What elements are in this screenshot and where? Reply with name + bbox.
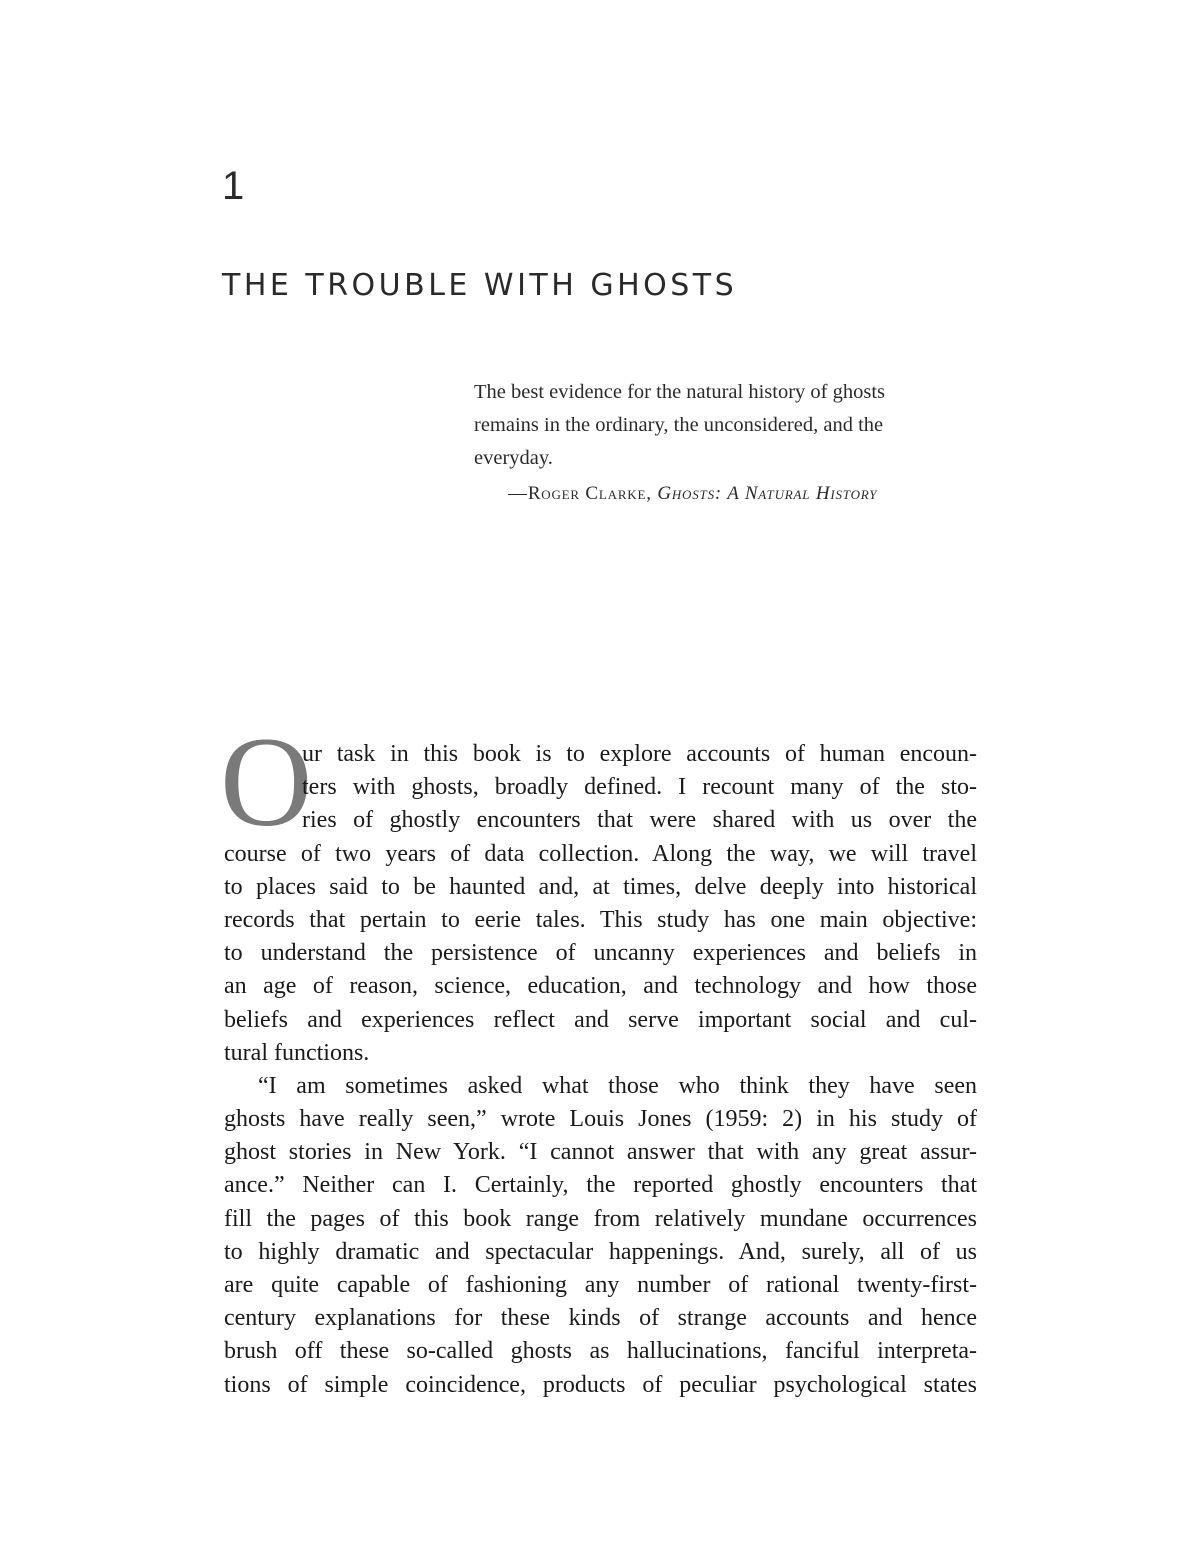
text-line: fill the pages of this book range from relatively mundane occurrences: [224, 1205, 977, 1232]
text-line: course of two years of data collection. Along the way, we will travel: [224, 840, 977, 867]
text-line: ries of ghostly encounters that were shared with us over the: [302, 807, 977, 834]
text-line: tions of simple coincidence, products of peculiar psychological states: [224, 1371, 977, 1398]
text-line: brush off these so-called ghosts as hallucinations, fanciful interpreta-: [224, 1338, 977, 1365]
text-line: ters with ghosts, broadly defined. I recount many of the sto-: [302, 774, 977, 801]
epigraph: [474, 376, 974, 475]
body-text: [224, 738, 977, 1402]
text-line: to understand the persistence of uncanny experiences and beliefs in: [224, 940, 977, 967]
text-line: to places said to be haunted and, at times, delve deeply into historical: [224, 873, 977, 900]
paragraph-1: [224, 738, 977, 1070]
attribution-dash: —: [508, 483, 528, 504]
chapter-title: THE TROUBLE WITH GHOSTS: [222, 268, 738, 303]
epigraph-line: everyday.: [474, 447, 553, 469]
drop-cap: O: [220, 711, 313, 853]
text-line: ghost stories in New York. “I cannot answer that with any great assur-: [224, 1139, 977, 1166]
attribution-work: Ghosts: A Natural History: [657, 483, 878, 504]
text-line: tural functions.: [224, 1039, 370, 1066]
text-line: century explanations for these kinds of strange accounts and hence: [224, 1305, 977, 1332]
epigraph-attribution: [508, 482, 877, 507]
text-line: “I am sometimes asked what those who think they have seen: [258, 1072, 977, 1099]
epigraph-line: remains in the ordinary, the unconsidered, and the: [474, 414, 884, 436]
attribution-separator: ,: [646, 483, 658, 504]
text-line: are quite capable of fashioning any number of rational twenty-first-: [224, 1272, 977, 1298]
chapter-number: 1: [222, 164, 245, 208]
text-line: records that pertain to eerie tales. This study has one main objective:: [224, 906, 977, 933]
text-line: ur task in this book is to explore accounts of human encoun-: [302, 741, 977, 767]
text-line: ghosts have really seen,” wrote Louis Jones (1959: 2) in his study of: [224, 1106, 977, 1133]
epigraph-line: The best evidence for the natural history of ghosts: [474, 381, 886, 403]
text-line: ance.” Neither can I. Certainly, the reported ghostly encounters that: [224, 1172, 977, 1199]
attribution-author: Roger Clarke: [527, 483, 647, 504]
text-line: to highly dramatic and spectacular happenings. And, surely, all of us: [224, 1238, 977, 1265]
text-line: an age of reason, science, education, and technology and how those: [224, 973, 977, 1000]
text-line: beliefs and experiences reflect and serve important social and cul-: [224, 1006, 977, 1033]
paragraph-2: [224, 1070, 977, 1402]
